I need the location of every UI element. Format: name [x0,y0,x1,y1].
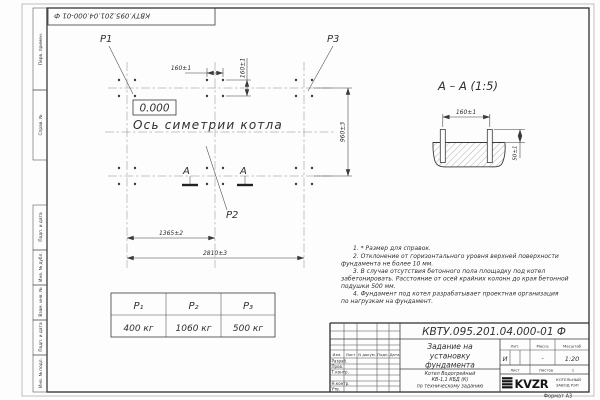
section-title: А – А (1:5) [438,79,498,93]
dim-label: 160±1 [239,57,247,79]
anchor-bolt-dot [118,167,120,169]
role-nkontr: Н.контр. [331,381,350,386]
col-podp: Подп. [377,352,389,357]
anchor-bolt-dot [222,79,224,81]
drawing-title-line: фундамента [425,360,475,370]
note-line: забетонировать. Расстояние от осей крайних колонн до края бетонной [341,275,569,283]
sheet-label: Лист [510,367,520,373]
anchor-bolt-dot [311,79,313,81]
anchor-bolt-dot [222,167,224,169]
load-value: 500 кг [232,324,264,334]
p3-label: P3 [327,34,340,45]
margin-label: Инв. № дубл. [39,252,44,282]
anchor-bolt-dot [311,183,313,185]
sheets-label: Листов [538,367,554,373]
dim-section-bolt-spacing [443,109,490,127]
p1-label: P1 [100,34,113,45]
scale-header: Масштаб [562,343,582,349]
stamp-doc-number: КВТУ.095.201.04.000-01 Ф [54,11,150,20]
anchor-bolt-dot [311,95,313,97]
anchor-bolt-dot [206,79,208,81]
dim-label: 160±1 [170,65,192,72]
dim-label: 2810±3 [202,250,228,257]
anchor-bolt-dot [206,95,208,97]
anchor-bolt-dot [206,183,208,185]
margin-label: Подп. и дата [39,322,44,352]
load-value: 1060 кг [175,324,212,334]
lit-header: Лит. [510,343,520,349]
p1-leader [109,46,133,94]
anchor-bolt-dot [134,183,136,185]
anchor-bolt-dot [295,95,297,97]
dim-label: 1365±2 [158,230,184,237]
drawing-title-line: установку [429,351,471,361]
note-line: 2. Отклонение от горизонтального уровня верхней поверхности [353,253,559,260]
p2-leader [206,146,227,210]
note-line: фундамента не более 10 мм. [341,260,434,268]
margin-label: Взам. инв. № [39,287,44,317]
role-utv: Утв. [331,386,340,392]
scale-value: 1:20 [564,355,580,363]
section-view [433,79,525,167]
anchor-bolt-dot [118,183,120,185]
col-data: Дата [389,352,400,357]
load-header: Р₃ [242,301,254,312]
doc-number: КВТУ.095.201.04.000-01 Ф [422,326,566,338]
company-logo-text: KVZR [514,377,549,391]
center-lines [105,62,335,268]
anchor-bolt-dot [311,167,313,169]
anchor-bolt-dot [134,79,136,81]
margin-label: Перв. примен. [39,32,44,66]
section-anchor-bolt-left [440,130,445,163]
anchor-bolt-dot [118,79,120,81]
col-list: Лист [345,352,356,357]
massa-header: Масса [536,343,549,349]
anchor-bolt-dot [295,79,297,81]
notes [341,245,569,305]
format-label: Формат А3 [543,393,573,400]
anchor-bolt-dot [118,95,120,97]
section-mark-right [237,166,253,185]
note-line: 4. Фундамент под котел разрабатывает проектная организация [353,290,559,298]
p3-leader [308,46,333,91]
axis-of-symmetry-label: Ось симетрии котла [133,118,283,132]
note-line: по нагрузкам на фундамент. [341,298,434,305]
anchor-bolt-dot [295,183,297,185]
role-razrab: Разраб. [331,358,348,364]
note-line: подушки 500 мм. [341,283,396,290]
title-block [330,323,589,392]
note-line: 1. * Размер для справок. [353,245,431,252]
level-mark: 0.000 [139,102,170,115]
top-stamp [48,8,215,25]
anchor-bolt-dot [206,167,208,169]
sheets-count: 1 [571,367,575,373]
dim-label: 960±3 [339,121,347,143]
anchor-bolt-dot [222,183,224,185]
margin-label: Подп. и дата [39,212,44,242]
foundation-plan [100,34,352,268]
dim-left-to-center [127,230,215,238]
role-prov: Пров. [331,364,344,369]
kvzr-logo-icon [502,377,513,388]
section-mark-left [182,166,198,185]
anchor-bolt-dot [222,95,224,97]
loads-table [111,293,275,337]
section-letter: А [183,166,190,177]
load-value: 400 кг [123,324,154,334]
massa-value: - [541,354,544,362]
drawing-subtitle-line: по техническому заданию [416,384,484,390]
section-anchor-bolt-right [487,130,492,163]
note-line: 3. В случае отсутствия бетонного пола площадку под котел [353,268,546,275]
margin-label: Справ. № [39,114,44,136]
drawing-title-line: Задание на [427,342,473,351]
drawing-subtitle-line: Котел Водогрейный [424,371,476,377]
anchor-bolt-dot [134,95,136,97]
dim-overall [127,250,304,258]
anchor-bolt-dot [134,167,136,169]
anchor-bolt-dot [295,167,297,169]
company-name-line: ЗАВОД РЭП [556,382,579,388]
dim-bolt-spacing-v [226,58,251,96]
role-tkontr: Т.контр. [331,369,349,375]
margin-label: Инв. № подл. [39,358,44,388]
section-letter: А [240,166,247,177]
col-izm: Изм. [332,352,342,357]
lit-value: И [502,355,508,363]
dim-label: 50±1 [512,145,519,161]
load-header: Р₁ [133,301,144,312]
load-header: Р₂ [188,301,199,312]
company-name-line: КОТЕЛЬНЫЙ [556,377,581,382]
drawing-subtitle-line: КВ-1,1 КБД (К) [431,378,469,383]
dim-label: 160±1 [455,109,477,116]
p2-label: P2 [226,210,239,221]
margin-column [33,8,47,392]
col-docum: N докум. [358,352,376,357]
